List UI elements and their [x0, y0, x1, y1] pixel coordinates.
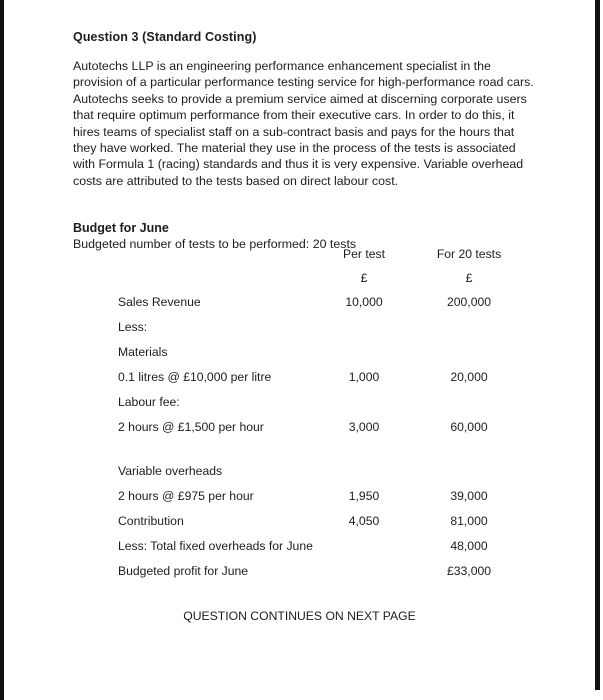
row-per-test — [322, 314, 406, 339]
row-label: Labour fee: — [118, 394, 180, 409]
row-label: 0.1 litres @ £10,000 per litre — [118, 369, 272, 384]
row-per-test — [322, 558, 406, 583]
header-cell-for-20-tests: For 20 tests — [436, 246, 502, 261]
table-row — [118, 414, 532, 439]
budget-subheading: Budgeted number of tests to be performed: 20 tests — [73, 237, 357, 252]
row-for-20-tests: 20,000 — [450, 369, 488, 384]
row-label: Less: Total fixed overheads for June — [118, 538, 313, 553]
row-for-20-tests — [406, 389, 532, 414]
row-label: Contribution — [118, 513, 184, 528]
table-row — [118, 483, 532, 508]
row-label: Budgeted profit for June — [118, 563, 249, 578]
row-label: 2 hours @ £975 per hour — [118, 488, 254, 503]
row-per-test: 3,000 — [348, 419, 380, 434]
table-row — [118, 339, 532, 364]
row-for-20-tests — [406, 314, 532, 339]
row-per-test — [322, 458, 406, 483]
row-per-test — [322, 389, 406, 414]
table-row — [118, 389, 532, 414]
table-row — [118, 289, 532, 314]
row-per-test: 1,950 — [348, 488, 380, 503]
document-page — [4, 0, 595, 700]
row-per-test — [322, 533, 406, 558]
footer-note: QUESTION CONTINUES ON NEXT PAGE — [183, 609, 416, 623]
budget-table-wrap — [118, 240, 532, 583]
row-label: Variable overheads — [118, 463, 223, 478]
row-for-20-tests — [406, 339, 532, 364]
table-row-budgeted-profit — [118, 558, 532, 583]
row-for-20-tests: 81,000 — [450, 513, 488, 528]
header-cell-per-test: Per test — [343, 246, 385, 261]
row-per-test — [322, 439, 406, 458]
currency-cell-per-test: £ — [360, 271, 368, 285]
row-label: Sales Revenue — [118, 294, 201, 309]
row-per-test: 10,000 — [345, 294, 383, 309]
row-for-20-tests: 48,000 — [450, 538, 488, 553]
table-currency-row — [118, 267, 532, 289]
row-per-test: 4,050 — [348, 513, 380, 528]
question-paragraph: Autotechs LLP is an engineering performance enhancement specialist in the provision of a particular performance testing service for high-performance road cars. Autotechs seeks to provide a premium service aimed at discerning corporate users that require optimum performance from their executive cars. In order to do this, it hires teams of specialist staff on a sub-contract basis and pays for the hours that they have worked. The material they use in the process of the tests is associated with Formula 1 (racing) standards and thus it is very expensive. Variable overhead costs are attributed to the tests based on direct labour cost. — [73, 59, 534, 188]
currency-cell-label — [118, 267, 322, 289]
table-row-fixed-overheads — [118, 533, 532, 558]
budget-heading: Budget for June — [73, 221, 169, 236]
table-row-contribution — [118, 508, 532, 533]
row-for-20-tests: 200,000 — [446, 294, 492, 309]
row-per-test — [322, 339, 406, 364]
question-title: Question 3 (Standard Costing) — [73, 30, 257, 44]
row-label: Less: — [118, 319, 148, 334]
row-label: 2 hours @ £1,500 per hour — [118, 419, 264, 434]
row-for-20-tests: 39,000 — [450, 488, 488, 503]
table-row — [118, 458, 532, 483]
header-cell-label — [118, 240, 322, 267]
row-for-20-tests: £33,000 — [446, 563, 492, 578]
row-label — [118, 439, 322, 458]
row-for-20-tests — [406, 439, 532, 458]
row-per-test: 1,000 — [348, 369, 380, 384]
table-row-spacer — [118, 439, 532, 458]
row-for-20-tests: 60,000 — [450, 419, 488, 434]
table-row — [118, 364, 532, 389]
table-row — [118, 314, 532, 339]
budget-table — [118, 240, 532, 583]
question-content — [73, 30, 538, 251]
row-label: Materials — [118, 344, 168, 359]
row-for-20-tests — [406, 458, 532, 483]
table-header-row — [118, 240, 532, 267]
currency-cell-for-20-tests: £ — [465, 271, 473, 285]
